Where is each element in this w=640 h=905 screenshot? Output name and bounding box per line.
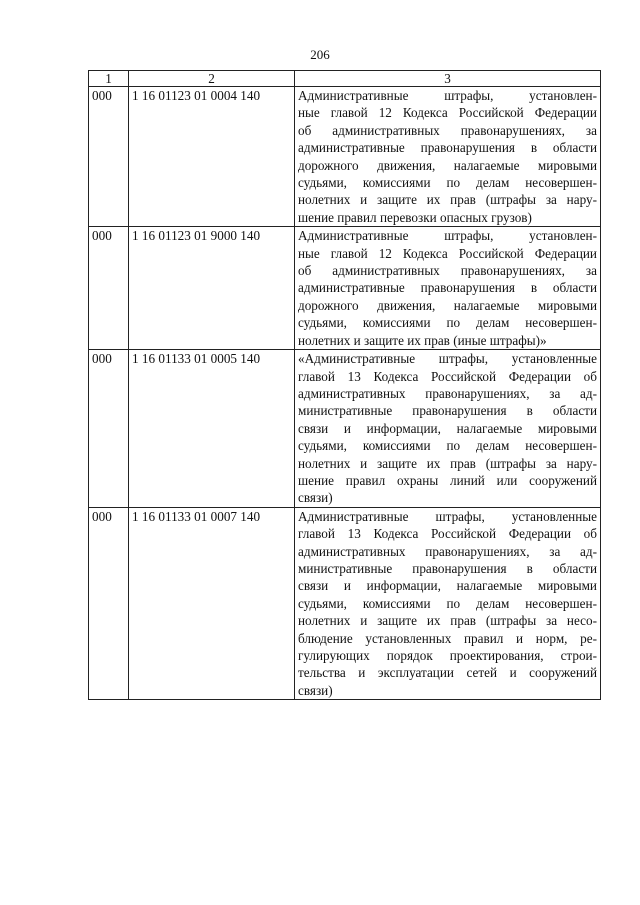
description-line: дорожного движения, налагаемые мировыми: [298, 297, 597, 313]
description-line: нолетних и защите их прав (иные штрафы)»: [298, 332, 547, 348]
description-line: шение правил охраны линий или сооружений: [298, 472, 597, 488]
description-line: административные правонарушения в области: [298, 280, 597, 296]
description-line: Административные штрафы, установлен-: [298, 88, 597, 103]
description-line: нолетних и защите их прав (штрафы за нару-: [298, 192, 597, 208]
description-line: административных правонарушениях, за ад-: [298, 543, 597, 559]
description-line: связи и информации, налагаемые мировыми: [298, 578, 597, 594]
header-col-2: 2: [129, 71, 295, 87]
budget-code-cell: 1 16 01133 01 0005 140: [129, 350, 295, 508]
description-line: тельства и эксплуатации сетей и сооружений: [298, 665, 597, 681]
description-line: административных правонарушениях, за ад-: [298, 385, 597, 401]
description-line: шение правил перевозки опасных грузов): [298, 209, 532, 225]
description-cell: [295, 350, 601, 508]
page-number: 206: [310, 47, 330, 62]
admin-code-cell: 000: [89, 87, 129, 227]
description-line: административные правонарушения в области: [298, 140, 597, 156]
budget-code-cell: 1 16 01123 01 0004 140: [129, 87, 295, 227]
admin-code-cell: 000: [89, 227, 129, 350]
table-header-row: [89, 71, 601, 87]
table-row: [89, 227, 601, 350]
description-line: главой 13 Кодекса Российской Федерации об: [298, 526, 597, 542]
description-line: блюдение установленных правил и норм, ре-: [298, 630, 597, 646]
description-line: связи и информации, налагаемые мировыми: [298, 420, 597, 436]
description-line: дорожного движения, налагаемые мировыми: [298, 157, 597, 173]
description-cell: [295, 87, 601, 227]
table-row: [89, 350, 601, 508]
description-line: Административные штрафы, установленные: [298, 508, 597, 524]
budget-classification-table: [88, 70, 601, 700]
header-col-1: 1: [89, 71, 129, 87]
header-col-3: 3: [295, 71, 601, 87]
description-line: судьями, комиссиями по делам несовершен-: [298, 438, 597, 454]
description-line: об административных правонарушениях, за: [298, 122, 597, 138]
description-line: министративные правонарушения в области: [298, 560, 597, 576]
description-line: «Административные штрафы, установленные: [298, 351, 597, 367]
description-line: Административные штрафы, установлен-: [298, 228, 597, 244]
description-line: ные главой 12 Кодекса Российской Федерации: [298, 105, 597, 121]
description-line: судьями, комиссиями по делам несовершен-: [298, 175, 597, 191]
admin-code-cell: 000: [89, 507, 129, 699]
description-line: нолетних и защите их прав (штрафы за нару-: [298, 455, 597, 471]
description-line: министративные правонарушения в области: [298, 403, 597, 419]
table-row: [89, 507, 601, 699]
budget-code-cell: 1 16 01123 01 9000 140: [129, 227, 295, 350]
description-line: связи): [298, 490, 333, 506]
description-line: гулирующих порядок проектирования, строи-: [298, 648, 597, 663]
admin-code-cell: 000: [89, 350, 129, 508]
description-line: судьями, комиссиями по делам несовершен-: [298, 595, 597, 611]
description-cell: [295, 227, 601, 350]
budget-code-cell: 1 16 01133 01 0007 140: [129, 507, 295, 699]
description-line: нолетних и защите их прав (штрафы за несо-: [298, 613, 597, 629]
description-line: судьями, комиссиями по делам несовершен-: [298, 315, 597, 331]
table-row: [89, 87, 601, 227]
description-line: главой 13 Кодекса Российской Федерации об: [298, 368, 597, 384]
description-line: ные главой 12 Кодекса Российской Федерации: [298, 245, 597, 261]
description-line: связи): [298, 682, 333, 698]
description-cell: [295, 507, 601, 699]
description-line: об административных правонарушениях, за: [298, 263, 597, 279]
